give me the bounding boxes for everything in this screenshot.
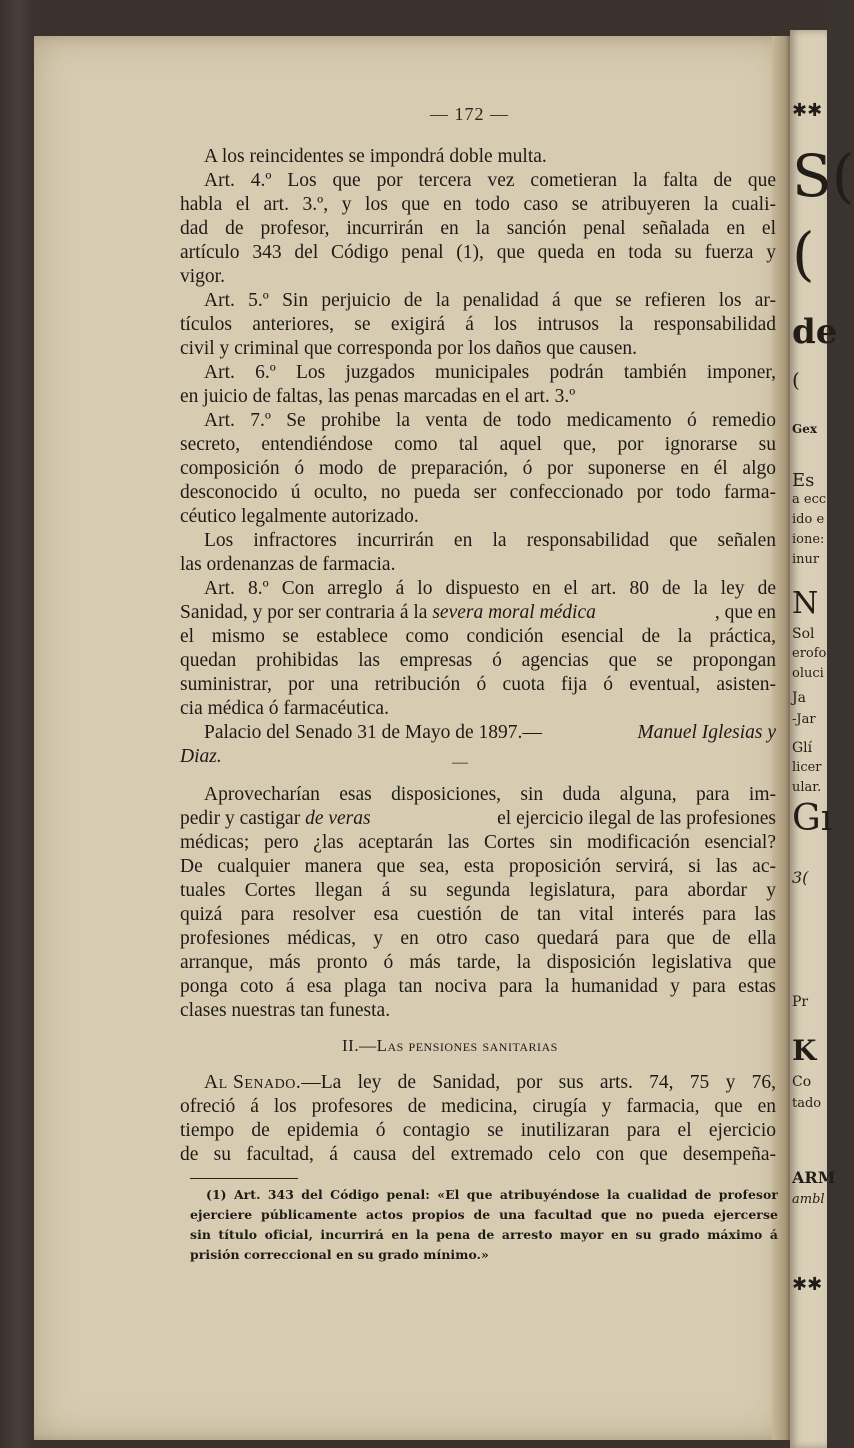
body-line: las ordenanzas de farmacia. — [180, 554, 396, 575]
body-text: —La ley de Sanidad, por sus arts. 74, 75 y 76, — [301, 1072, 776, 1093]
body-line: secreto, entendiéndose como tal aquel que, por ignorarse su — [180, 434, 776, 455]
adjacent-fragment: Ja — [792, 690, 806, 706]
adjacent-fragment: ✱✱ — [792, 1274, 823, 1295]
adjacent-fragment: Sol — [792, 626, 815, 642]
body-line: quizá para resolver esa cuestión de tan vital interés para las — [180, 904, 776, 925]
body-line: civil y criminal que corresponda por los daños que causen. — [180, 338, 638, 359]
adjacent-fragment: -Jar — [792, 712, 816, 727]
body-line: en juicio de faltas, las penas marcadas en el art. 3.º — [180, 386, 576, 407]
body-line: artículo 343 del Código penal (1), que queda en toda su fuerza y — [180, 242, 776, 263]
signature-name: Manuel Iglesias y — [637, 722, 776, 743]
adjacent-fragment: K — [792, 1034, 817, 1067]
adjacent-fragment: N — [792, 586, 819, 621]
body-line: desconocido ú oculto, no pueda ser confeccionado por todo farma- — [180, 482, 776, 503]
adjacent-fragment: ido e — [792, 512, 825, 527]
footnote-line: (1) Art. 343 del Código penal: «El que atribuyéndose la cualidad de profesor — [206, 1187, 778, 1202]
italic-phrase: severa moral médica — [432, 602, 596, 623]
body-line: Los infractores incurrirán en la responsabilidad que señalen — [204, 530, 776, 551]
body-line: A los reincidentes se impondrá doble multa. — [204, 146, 547, 167]
body-line: clases nuestras tan funesta. — [180, 1000, 391, 1021]
signature-line — [204, 722, 776, 744]
body-line: Art. 5.º Sin perjuicio de la penalidad á que se refieren los ar- — [204, 290, 776, 311]
body-text: Sanidad, y por ser contraria á la — [180, 602, 433, 623]
body-text: el ejercicio ilegal de las profesiones — [492, 808, 776, 829]
adjacent-fragment: ( — [792, 368, 800, 392]
footnote-line: sin título oficial, incurrirá en la pena de arresto mayor en su grado máximo á — [190, 1227, 778, 1242]
adjacent-fragment: ARM — [792, 1168, 836, 1187]
adjacent-fragment: oluci — [792, 666, 824, 681]
date-line: Palacio del Senado 31 de Mayo de 1897.— — [204, 722, 542, 743]
body-line: tiempo de epidemia ó contagio se inutilizaran para el ejercicio — [180, 1120, 776, 1141]
adjacent-fragment: tado — [792, 1096, 822, 1111]
adjacent-fragment: Gex — [792, 422, 818, 436]
section-divider: — — [452, 754, 468, 771]
adjacent-fragment: S( — [792, 142, 854, 210]
adjacent-fragment: 3( — [792, 868, 809, 887]
adjacent-fragment: de — [792, 312, 838, 352]
body-line: habla el art. 3.º, y los que en todo caso se atribuyeren la cuali- — [180, 194, 776, 215]
body-line: arranque, más pronto ó más tarde, la disposición legislativa que — [180, 952, 776, 973]
adjacent-page-fragment — [790, 30, 854, 1448]
adjacent-fragment: a ecc — [792, 492, 827, 507]
footnote-line: ejerciere públicamente actos propios de una facultad que no pueda ejercerse — [190, 1207, 778, 1222]
adjacent-fragment: inur — [792, 552, 820, 567]
body-line: De cualquier manera que sea, esta proposición servirá, si las ac- — [180, 856, 776, 877]
body-line — [204, 1072, 776, 1094]
body-text: pedir y castigar — [180, 808, 306, 829]
body-line: Art. 6.º Los juzgados municipales podrán también imponer, — [204, 362, 776, 383]
page-number: — 172 — — [430, 104, 509, 124]
body-line — [180, 808, 776, 830]
adjacent-fragment: Co — [792, 1074, 812, 1090]
body-line: ofreció á los profesores de medicina, cirugía y farmacia, que en — [180, 1096, 776, 1117]
body-line: vigor. — [180, 266, 225, 287]
adjacent-fragment: Gı — [792, 798, 833, 839]
body-line: Aprovecharían esas disposiciones, sin duda alguna, para im- — [204, 784, 776, 805]
body-line: de su facultad, á causa del extremado celo con que desempeña- — [180, 1144, 776, 1165]
body-text: , que en — [714, 602, 776, 623]
body-line: profesiones médicas, y en otro caso quedará para que de ella — [180, 928, 776, 949]
section-heading: II.—Las pensiones sanitarias — [342, 1036, 558, 1055]
adjacent-fragment: ambl — [792, 1192, 825, 1207]
footnote-line: prisión correccional en su grado mínimo.» — [190, 1247, 489, 1262]
body-line: tículos anteriores, se exigirá á los intrusos la responsabilidad — [180, 314, 776, 335]
body-line: céutico legalmente autorizado. — [180, 506, 419, 527]
body-line: suministrar, por una retribución ó cuota fija ó eventual, asisten- — [180, 674, 776, 695]
italic-phrase: de veras — [305, 808, 371, 829]
body-line: ponga coto á esa plaga tan nociva para la humanidad y para estas — [180, 976, 776, 997]
body-line: el mismo se establece como condición esencial de la práctica, — [180, 626, 776, 647]
adjacent-fragment: ular. — [792, 780, 822, 795]
footnote-rule — [190, 1178, 298, 1179]
body-line: Art. 7.º Se prohibe la venta de todo medicamento ó remedio — [204, 410, 776, 431]
body-line: Art. 4.º Los que por tercera vez cometieran la falta de que — [204, 170, 776, 191]
adjacent-fragment: Pr — [792, 994, 809, 1010]
body-line: Art. 8.º Con arreglo á lo dispuesto en el art. 80 de la ley de — [204, 578, 776, 599]
adjacent-fragment: ✱✱ — [792, 100, 823, 121]
body-line: dad de profesor, incurrirán en la sanción penal señalada en el — [180, 218, 776, 239]
lead-in: Al Senado. — [204, 1072, 302, 1093]
body-line: cia médica ó farmacéutica. — [180, 698, 389, 719]
body-line: médicas; pero ¿las aceptarán las Cortes sin modificación esencial? — [180, 832, 776, 853]
adjacent-fragment: ( — [792, 220, 815, 288]
body-line: composición ó modo de preparación, ó por suponerse en él algo — [180, 458, 776, 479]
adjacent-fragment: Es — [792, 470, 815, 491]
adjacent-fragment: Glí — [792, 740, 813, 756]
signature-surname: Diaz. — [180, 746, 222, 767]
adjacent-fragment: erofo — [792, 646, 827, 661]
body-line — [180, 602, 776, 624]
adjacent-fragment: ione: — [792, 532, 825, 547]
adjacent-fragment: licer — [792, 760, 822, 775]
body-line: tuales Cortes llegan á su segunda legislatura, para abordar y — [180, 880, 776, 901]
body-line: quedan prohibidas las empresas ó agencias que se propongan — [180, 650, 776, 671]
